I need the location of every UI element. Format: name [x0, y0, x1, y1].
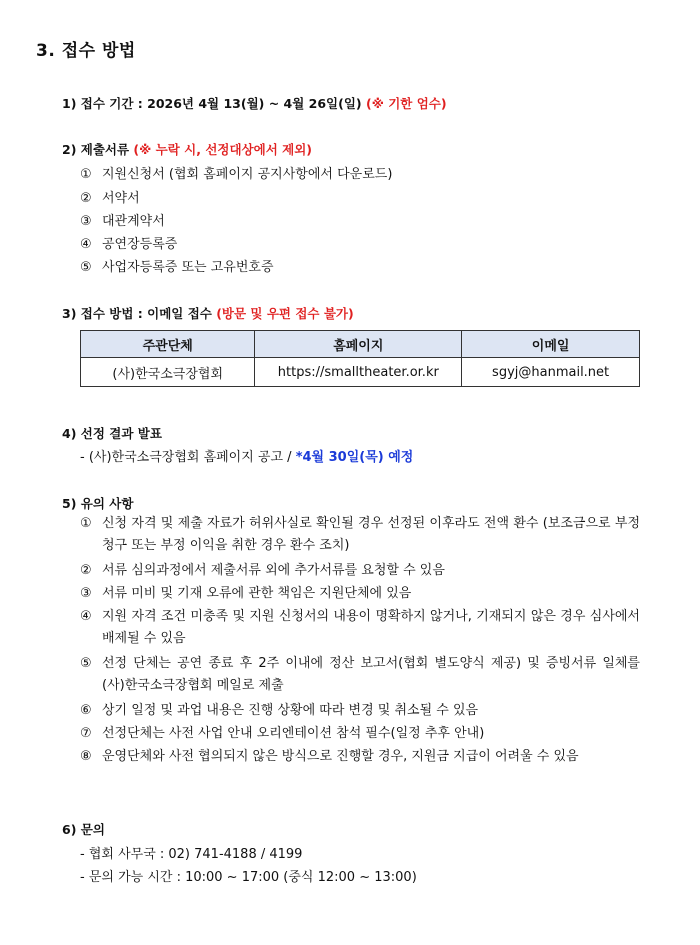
table-header: 이메일 — [462, 331, 640, 358]
contact-table — [80, 330, 640, 387]
announcement-line — [80, 446, 413, 465]
table-header: 주관단체 — [81, 331, 255, 358]
inquiry-phone: - 협회 사무국 : 02) 741-4188 / 4199 — [80, 847, 303, 862]
table-row — [81, 358, 640, 387]
list-item: ③ 대관계약서 — [80, 214, 165, 229]
documents-label: 2) 제출서류 — [62, 142, 130, 157]
table-header-row — [81, 331, 640, 358]
list-item: ④ 지원 자격 조건 미충족 및 지원 신청서의 내용이 명확하지 않거나, 기재되지 않은 경우 심사에서 배제될 수 있음 — [80, 609, 640, 646]
announcement-date: *4월 30일(목) 예정 — [295, 450, 414, 465]
method-heading — [62, 304, 354, 322]
list-item: ① 지원신청서 (협회 홈페이지 공지사항에서 다운로드) — [80, 167, 393, 182]
table-cell-email[interactable]: sgyj@hanmail.net — [462, 358, 640, 387]
period-heading — [62, 94, 447, 112]
table-cell-organization: (사)한국소극장협회 — [81, 358, 255, 387]
documents-note: (※ 누락 시, 선정대상에서 제외) — [133, 142, 312, 157]
period-label: 1) 접수 기간 : 2026년 4월 13(월) ~ 4월 26일(일) — [62, 96, 362, 111]
announcement-heading: 4) 선정 결과 발표 — [62, 426, 162, 441]
inquiry-hours: - 문의 가능 시간 : 10:00 ~ 17:00 (중식 12:00 ~ 13:00) — [80, 870, 417, 885]
notes-heading: 5) 유의 사항 — [62, 496, 134, 511]
period-note: (※ 기한 엄수) — [366, 96, 447, 111]
list-item: ① 신청 자격 및 제출 자료가 허위사실로 확인될 경우 선정된 이후라도 전액 환수 (보조금으로 부정 청구 또는 부정 이익을 취한 경우 환수 조치) — [80, 516, 640, 553]
method-note: (방문 및 우편 접수 불가) — [216, 306, 354, 321]
list-item: ② 서약서 — [80, 191, 140, 206]
list-item: ② 서류 심의과정에서 제출서류 외에 추가서류를 요청할 수 있음 — [80, 563, 445, 578]
table-header: 홈페이지 — [255, 331, 462, 358]
list-item: ④ 공연장등록증 — [80, 237, 178, 252]
list-item: ⑤ 선정 단체는 공연 종료 후 2주 이내에 정산 보고서(협회 별도양식 제공) 및 증빙서류 일체를 (사)한국소극장협회 메일로 제출 — [80, 656, 640, 693]
table-cell-homepage[interactable]: https://smalltheater.or.kr — [255, 358, 462, 387]
documents-heading — [62, 140, 312, 158]
list-item: ⑥ 상기 일정 및 과업 내용은 진행 상황에 따라 변경 및 취소될 수 있음 — [80, 703, 479, 718]
list-item: ⑤ 사업자등록증 또는 고유번호증 — [80, 260, 274, 275]
announcement-text: - (사)한국소극장협회 홈페이지 공고 / — [80, 450, 292, 465]
section-title: 3. 접수 방법 — [36, 41, 136, 61]
list-item: ③ 서류 미비 및 기재 오류에 관한 책임은 지원단체에 있음 — [80, 586, 412, 601]
list-item: ⑧ 운영단체와 사전 협의되지 않은 방식으로 진행할 경우, 지원금 지급이 어려울 수 있음 — [80, 749, 579, 764]
method-label: 3) 접수 방법 : 이메일 접수 — [62, 306, 212, 321]
list-item: ⑦ 선정단체는 사전 사업 안내 오리엔테이션 참석 필수(일정 추후 안내) — [80, 726, 485, 741]
inquiry-heading: 6) 문의 — [62, 822, 105, 837]
